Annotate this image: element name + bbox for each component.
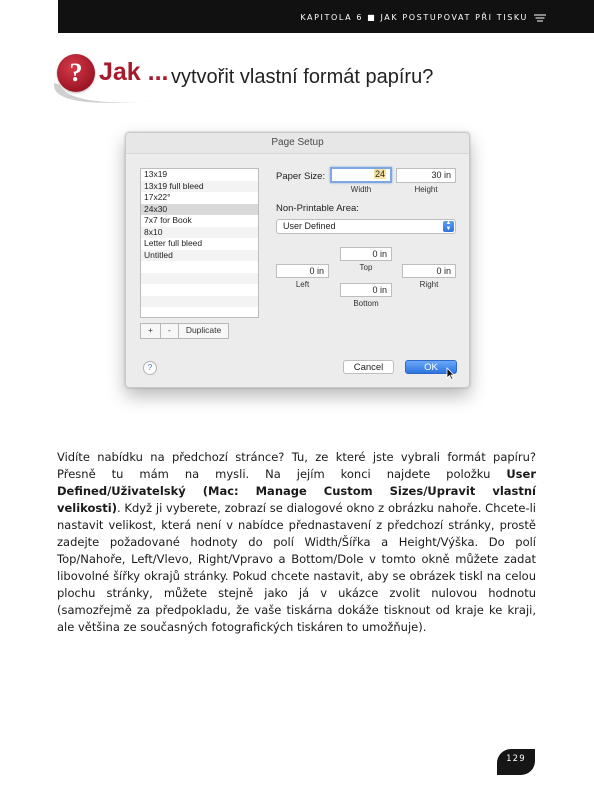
cancel-button[interactable]: Cancel (343, 360, 394, 374)
ok-button[interactable]: OK (405, 360, 457, 374)
height-label: Height (414, 185, 438, 194)
body-text-part2: . Když ji vyberete, zobrazí se dialogové okno z obrázku nahoře. Chcete-li nastavit velikost, která není v nabídce přednastavení z předchozí stránky, prostě zadejte požadované hodnoty do polí Width/Šířka a Height/Výška. Do polí Top/Nahoře, Left/Vlevo, Right/Vpravo a Bottom/Dole v tomto okně můžete zadat libovolné šířky okrajů stránky. Pokud chcete nastavit, aby se obrázek tiskl na celou plochu stránky, můžete stejně jako já v ukázce zvolit nulovou hodnotu (samozřejmě za předpokladu, že vaše tiskárna dokáže tisknout od kraje ke kraji, ale většina ze současných fotografických tiskáren to umožňuje). (57, 500, 536, 634)
chapter-header-bar (58, 0, 594, 33)
help-button[interactable]: ? (143, 361, 157, 375)
top-label: Top (359, 263, 373, 272)
dialog-title: Page Setup (126, 133, 469, 154)
paper-size-label: Paper Size: (276, 171, 326, 182)
paper-size-item[interactable]: 13x19 (144, 169, 168, 179)
empty-list-row (141, 261, 258, 273)
paper-size-item[interactable]: 17x22° (144, 192, 171, 202)
list-button-bar (140, 323, 228, 337)
left-margin-field[interactable]: 0 in (276, 264, 329, 278)
menu-lines-icon (534, 14, 546, 22)
width-label: Width (350, 185, 372, 194)
add-size-button[interactable]: + (140, 323, 161, 339)
paper-size-item[interactable]: 7x7 for Book (144, 215, 192, 225)
page-number-badge (497, 749, 535, 775)
page-setup-dialog (125, 132, 470, 388)
select-arrows-icon: ▲ ▼ (443, 221, 454, 232)
mouse-pointer-icon (446, 367, 455, 380)
width-field[interactable]: 24 (330, 167, 392, 183)
non-printable-label: Non-Printable Area: (276, 203, 359, 214)
empty-list-row (141, 296, 258, 308)
empty-list-row (141, 273, 258, 285)
brand-text: Jak ... (99, 58, 169, 86)
body-text-part1: Vidíte nabídku na předchozí stránce? Tu, ze které jste vybrali formát papíru? Přesně tu mám na mysli. Na jejím konci najdete položku (57, 449, 536, 481)
paper-size-item[interactable]: Letter full bleed (144, 238, 203, 248)
paper-size-list[interactable] (140, 168, 259, 318)
brand-logo-icon: ? (57, 54, 95, 92)
chapter-title: KAPITOLA 6 ■ JAK POSTUPOVAT PŘI TISKU (300, 13, 528, 22)
page-number: 129 (506, 754, 526, 764)
paper-size-item[interactable]: Untitled (141, 250, 258, 262)
bottom-margin-field[interactable]: 0 in (340, 283, 392, 297)
paper-size-item[interactable]: 24x30 (141, 204, 258, 216)
remove-size-button[interactable]: - (160, 323, 179, 339)
right-label: Right (419, 280, 439, 289)
paper-size-item[interactable]: 13x19 full bleed (141, 181, 258, 193)
duplicate-button[interactable]: Duplicate (178, 323, 229, 339)
bottom-label: Bottom (353, 299, 379, 308)
body-paragraph (57, 449, 536, 636)
top-margin-field[interactable]: 0 in (340, 247, 392, 261)
body-text-bold: User Defined/Uživatelský (Mac: Manage Custom Sizes/Upravit vlastní velikosti) (57, 466, 536, 515)
paper-size-item[interactable]: 8x10 (141, 227, 258, 239)
left-label: Left (295, 280, 310, 289)
height-field[interactable]: 30 in (396, 168, 456, 183)
select-value: User Defined (283, 221, 336, 231)
non-printable-select[interactable] (276, 219, 456, 234)
right-margin-field[interactable]: 0 in (402, 264, 456, 278)
empty-list-row (141, 284, 258, 296)
page-title: vytvořit vlastní formát papíru? (171, 66, 434, 88)
